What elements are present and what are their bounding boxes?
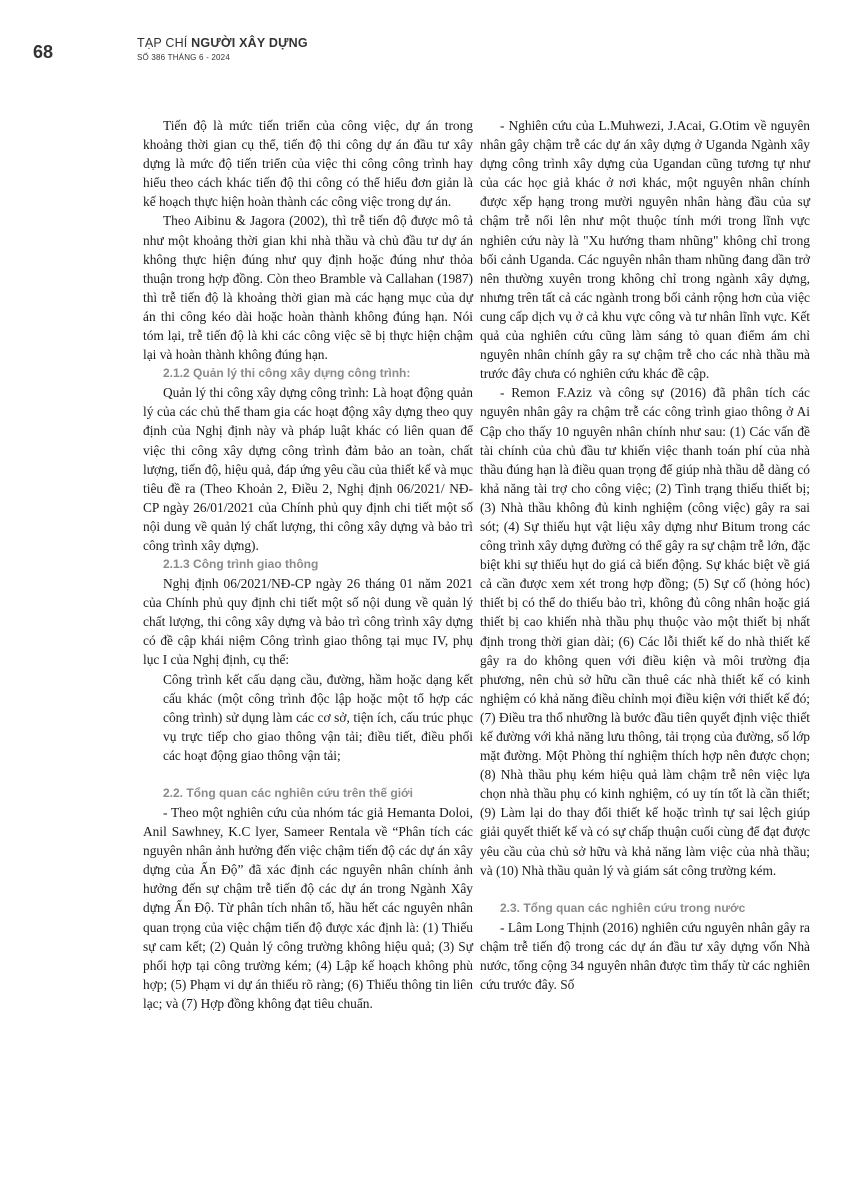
paragraph: - Remon F.Aziz và công sự (2016) đã phân tích các nguyên nhân gây ra chậm trễ các công trình giao thông ở Ai Cập cho thấy 10 nguyên nhân chính như sau: (1) Các vấn đề tài chính của chủ đầu tư khiến việc thanh toán phí của nhà thầu đúng hạn là điều quan trọng để giúp nhà thầu dễ dàng có khả năng tài trợ cho công việc; (2) Tình trạng thiếu thiết bị; (3) Nhà thầu không đủ kinh nghiệm (công việc) gây ra sai sót; (4) Sự thiếu hụt vật liệu xây dựng như Bitum trong các công trình xây dựng đường có thể gây ra sự chậm trễ lớn, đặc biệt khi sự thiếu hụt do giá cả biến động. Sự khác biệt về giá cả cần được xem xét trong hợp đồng; (5) Sự cố (hỏng hóc) thiết bị có thể do thiếu bảo trì, không đủ công nhân hoặc giá thiết bị cao khiến nhà thầu phụ thuộc vào một thiết bị nhất định trong thời gian dài; (6) Các lỗi thiết kế do nhà thiết kế gây ra do không quen với điều kiện và môi trường địa phương, nên chủ sở hữu cần thuê các nhà thiết kế có kinh nghiệm có khả năng điều chỉnh mọi điều kiện với thiết kế đó; (7) Điều tra thổ nhưỡng là bước đầu tiên quyết định việc thiết kế đường với khả năng lưu thông, tải trọng của đường, số lớp mặt đường. Một Phòng thí nghiệm thích hợp nên được chọn; (8) Nhà thầu phụ kém hiệu quả làm chậm trễ nên việc lựa chọn nhà thầu phụ có kinh nghiệm, có uy tín tốt là cần thiết; (9) Làm lại do thay đổi thiết kế hoặc trình tự sai lệch giúp giải quyết thiết kế và có sự chấp thuận cuối cùng để đạt được yêu cầu của chủ sở hữu và khả năng làm việc của nhà thầu; và (10) Nhà thầu quản lý và giám sát công trường kém. bbox=[480, 385, 810, 878]
paragraph: Nghị định 06/2021/NĐ-CP ngày 26 tháng 01 năm 2021 của Chính phủ quy định chi tiết một số nội dung về quản lý chất lượng, thi công xây dựng và bảo trì công trình xây dựng có đề cập khái niệm Công trình giao thông tại mục IV, phụ lục I của Nghị định, cụ thể: bbox=[143, 576, 473, 668]
paragraph: - Nghiên cứu của L.Muhwezi, J.Acai, G.Otim về nguyên nhân gây chậm trễ các dự án xây dựng ở Uganda Ngành xây dựng công trình xây dựng của Ugandan cũng tương tự như của các học giả khác ở nơi khác, một nguyên nhân chính được xếp hạng trong mười nguyên nhân hàng đầu của sự chậm trễ nổi lên như một thuộc tính mới trong lĩnh vực nghiên cứu này là "Xu hướng tham nhũng" không chỉ trong bối cảnh Uganda. Các nguyên nhân tham nhũng đang dần trở nên thường xuyên trong không chỉ trong ngành xây dựng, nhưng trên tất cả các ngành trong bối cảnh rộng hơn của việc cung cấp dịch vụ ở cả khu vực công và tư nhân lĩnh vực. Kết quả của nghiên cứu cũng làm sáng tỏ quan điểm ám chỉ nguyên nhân chính gây ra sự chậm trễ cho các nhà thầu mà trước đây chưa có nghiên cứu khác đề cập. bbox=[480, 118, 810, 382]
journal-prefix: TẠP CHÍ bbox=[137, 36, 192, 50]
masthead bbox=[137, 36, 308, 62]
section-heading-2-3: 2.3. Tổng quan các nghiên cứu trong nước bbox=[500, 900, 746, 915]
section-heading-2-1-2: 2.1.2 Quản lý thi công xây dựng công trình: bbox=[163, 366, 411, 381]
paragraph: - Lâm Long Thịnh (2016) nghiên cứu nguyên nhân gây ra chậm trễ tiến độ trong các dự án đầu tư xây dựng vốn Nhà nước, tổng cộng 34 nguyên nhân được tìm thấy từ các nghiên cứu trước đây. Số bbox=[480, 919, 810, 993]
right-column bbox=[480, 116, 810, 994]
journal-name: NGƯỜI XÂY DỰNG bbox=[191, 36, 308, 50]
paragraph: Theo Aibinu & Jagora (2002), thì trễ tiến độ được mô tả như một khoảng thời gian khi nhà thầu và chủ đầu tư dự án không thực hiện đúng như quy định hoặc đúng như thỏa thuận trong hợp đồng. Còn theo Bramble và Callahan (1987) thì trễ tiến độ là khoảng thời gian mà các hạng mục của dự án thi công kéo dài hoặc hoàn thành không đúng hạn. Nói tóm lại, trễ tiến độ là khi các công việc sẽ bị thực hiện chậm lại và hoàn thành không đúng hạn. bbox=[143, 213, 473, 363]
issue-info: SỐ 386 THÁNG 6 - 2024 bbox=[137, 53, 230, 62]
paragraph: - Theo một nghiên cứu của nhóm tác giả Hemanta Doloi, Anil Sawhney, K.C lyer, Sameer Rentala về “Phân tích các nguyên nhân ảnh hưởng đến việc chậm tiến độ các dự án xây dựng của Ấn Độ” đã xác định các nguyên nhân chính ảnh hưởng đến sự chậm trễ tiến độ các dự án trong Ngành Xây dựng Ấn Độ. Từ phân tích nhân tố, hầu hết các nguyên nhân quan trọng của việc chậm tiến độ được xác định là: (1) Thiếu sự cam kết; (2) Quản lý công trường không hiệu quả; (3) Sự phối hợp tại công trường kém; (4) Lập kế hoạch không phù hợp; (5) Phạm vi dự án thiếu rõ ràng; (6) Thiếu thông tin liên lạc; và (7) Hợp đồng không đạt tiêu chuẩn. bbox=[143, 805, 473, 1011]
paragraph: Quản lý thi công xây dựng công trình: Là hoạt động quản lý của các chủ thể tham gia các hoạt động xây dựng theo quy định của Nghị định này và pháp luật khác có liên quan để việc thi công xây dựng công trình đảm bảo an toàn, chất lượng, tiến độ, hiệu quả, đáp ứng yêu cầu của thiết kế và mục tiêu đề ra (Theo Khoản 2, Điều 2, Nghị định 06/2021/ NĐ-CP ngày 26/01/2021 của Chính phủ quy định chi tiết một số nội dung về quản lý chất lượng, thi công xây dựng và bảo trì công trình xây dựng). bbox=[143, 385, 473, 553]
paragraph: Tiến độ là mức tiến triển của công việc, dự án trong khoảng thời gian cụ thể, tiến độ thi công dự án đầu tư xây dựng là mức độ tiến triển của việc thi công công trình hay hiểu theo cách khác tiến độ thi công có thể hiểu đơn giản là kế hoạch thực hiện hoàn thành các công việc trong dự án. bbox=[143, 118, 473, 210]
journal-title bbox=[137, 36, 308, 51]
definition-paragraph: Công trình kết cấu dạng cầu, đường, hầm hoặc dạng kết cấu khác (một công trình độc lập hoặc một tổ hợp các công trình) sử dụng làm các cơ sở, tiện ích, cấu trúc phục vụ trực tiếp cho giao thông vận tải; điều tiết, điều phối các hoạt động giao thông vận tải; bbox=[163, 671, 473, 763]
section-heading-2-2: 2.2. Tổng quan các nghiên cứu trên thế giới bbox=[163, 786, 413, 800]
section-heading-2-1-3: 2.1.3 Công trình giao thông bbox=[163, 557, 319, 572]
page-number: 68 bbox=[33, 42, 54, 62]
left-column bbox=[143, 116, 473, 1013]
